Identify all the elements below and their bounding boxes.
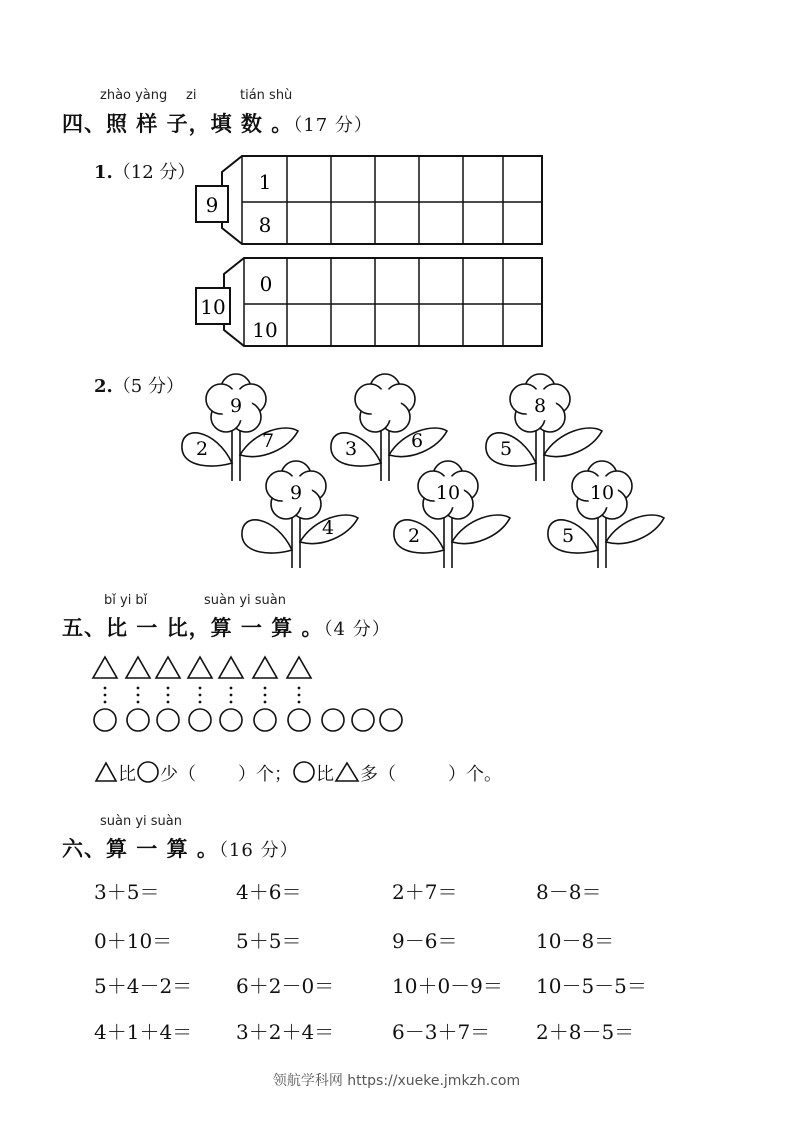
equation: 10＋0－9＝ [392,974,503,998]
q1-number: 1. [94,162,113,183]
dot-marker [230,687,233,690]
dot-marker [230,694,233,697]
section5-pinyin-1: bǐ yi bǐ [104,593,148,608]
split-table-1-bottom: 8 [258,213,272,237]
q2-number: 2. [94,376,113,397]
dot-marker [104,694,107,697]
dot-marker [167,694,170,697]
equation: 3＋2＋4＝ [236,1020,335,1044]
flower-left-number: 2 [407,525,421,547]
footer-watermark: 领航学科网 https://xueke.jmkzh.com [272,1073,521,1089]
dot-marker [264,701,267,704]
section5-pinyin-2: suàn yi suàn [204,593,287,608]
equation: 5＋4－2＝ [94,974,193,998]
equation: 4＋1＋4＝ [94,1020,193,1044]
section4-pinyin-1: zhào yàng [100,88,168,103]
dot-marker [104,701,107,704]
section4-pinyin-3: tián shù [240,88,293,103]
equation: 9－6＝ [392,929,458,953]
triangle-shape [126,657,150,678]
compare-text-2: 少（ [160,764,196,785]
circle-shape [157,709,179,731]
compare-text-1: 比 [118,764,136,785]
triangle-icon [334,761,360,783]
dot-marker [264,687,267,690]
compare-text-5: 多（ [360,764,396,785]
compare-text-6: ）个。 [448,764,502,785]
circle-shape [352,709,374,731]
equation: 10－5－5＝ [536,974,647,998]
split-table-2-total: 10 [200,295,226,319]
circle-shape [127,709,149,731]
triangle-shape [93,657,117,678]
equation: 0＋10＝ [94,929,173,953]
section4-points: （17 分） [293,115,373,136]
section6-title [62,833,299,863]
split-table-2-bottom: 10 [252,318,278,342]
equation: 8－8＝ [536,880,602,904]
circle-shape [288,709,310,731]
section4-title-text: 四、照 样 子，填 数 。 [62,112,294,136]
flower-top-number: 8 [533,395,547,417]
flower-top-number: 10 [589,482,615,504]
circle-shape [254,709,276,731]
triangle-shape [219,657,243,678]
split-table-2-top: 0 [259,272,273,296]
triangle-icon [94,761,118,783]
flower-left-number: 2 [195,438,209,460]
dot-marker [199,694,202,697]
flower-left-number: 3 [344,438,358,460]
circle-shape [220,709,242,731]
flower-top-number: 9 [229,395,243,417]
circle-shape [322,709,344,731]
section6-pinyin: suàn yi suàn [100,814,183,829]
flower-right-number: 6 [410,430,424,452]
circle-shape [189,709,211,731]
flower-left-number: 5 [561,525,575,547]
flower-left-number: 5 [499,438,513,460]
triangle-shape [188,657,212,678]
dot-marker [298,687,301,690]
split-table-1-total: 9 [205,193,219,217]
equation: 5＋5＝ [236,929,302,953]
equation: 6－3＋7＝ [392,1020,491,1044]
circle-shape [94,709,116,731]
triangle-shape [156,657,180,678]
dot-marker [230,701,233,704]
dot-marker [298,701,301,704]
flower-top-number: 10 [435,482,461,504]
compare-text-4: 比 [316,764,334,785]
dot-marker [199,687,202,690]
equation: 3＋5＝ [94,880,160,904]
equation: 4＋6＝ [236,880,302,904]
dot-marker [137,701,140,704]
dot-marker [298,694,301,697]
triangle-shape [253,657,277,678]
section5-points: （4 分） [323,619,391,640]
equation: 6＋2－0＝ [236,974,335,998]
circle-icon [292,760,316,784]
compare-text-3: ）个； [238,764,292,785]
dot-marker [167,687,170,690]
circle-icon [136,760,160,784]
section4-pinyin-2: zi [186,88,197,103]
q1-points: （12 分） [112,162,196,183]
triangle-shape [287,657,311,678]
section5-title-text: 五、比 一 比，算 一 算 。 [62,616,324,640]
flower-top-number: 9 [289,482,303,504]
q2-points: （5 分） [112,376,184,397]
dot-marker [167,701,170,704]
dot-marker [264,694,267,697]
dot-marker [104,687,107,690]
flower-right-number: 4 [321,517,335,539]
dot-marker [199,701,202,704]
dot-marker [137,694,140,697]
equation: 2＋7＝ [392,880,458,904]
flower-right-number: 7 [261,430,275,452]
section6-points: （16 分） [218,840,299,861]
dot-marker [137,687,140,690]
split-table-1-top: 1 [258,170,272,194]
circle-shape [380,709,402,731]
equation: 10－8＝ [536,929,615,953]
compare-sentence [94,760,502,786]
equation: 2＋8－5＝ [536,1020,635,1044]
section6-title-text: 六、算 一 算 。 [62,837,219,861]
